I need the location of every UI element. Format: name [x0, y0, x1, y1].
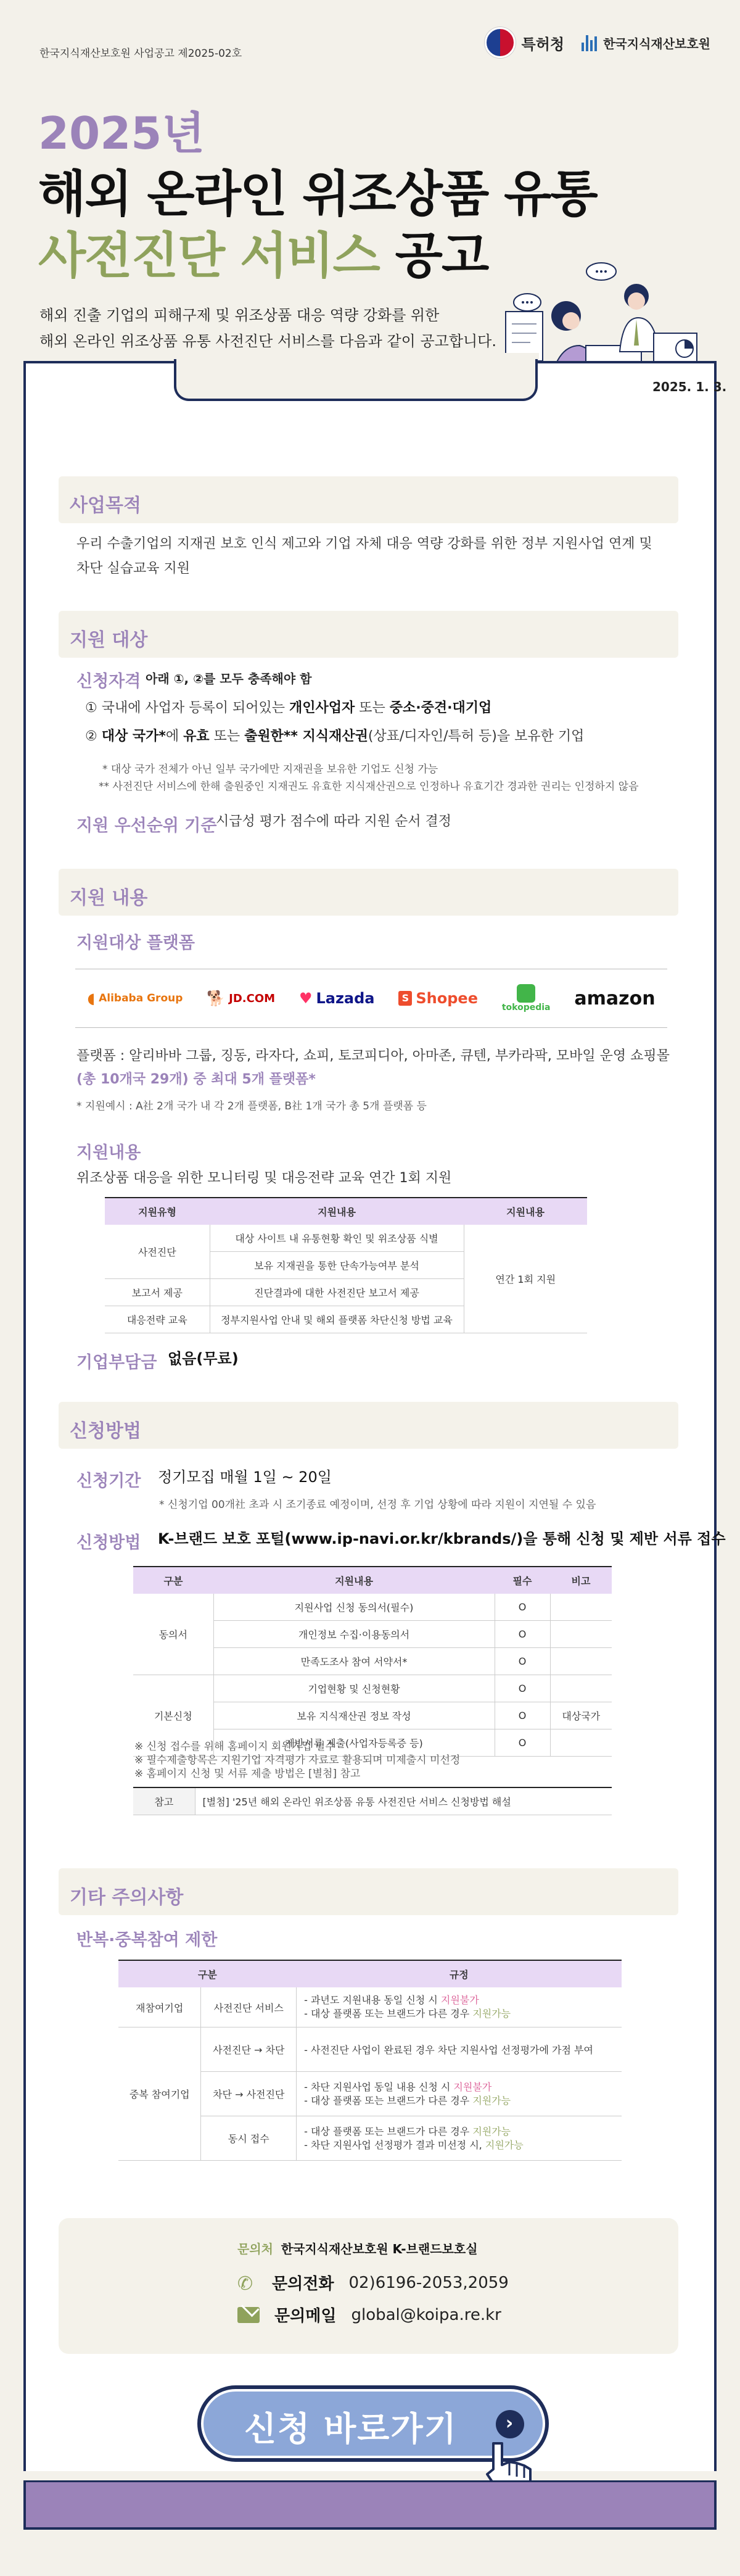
platform-count: (총 10개국 29개) 중 최대 5개 플랫폼*: [76, 1072, 316, 1087]
phone-icon: ✆: [237, 2272, 253, 2295]
platform-footnote: * 지원예시 : A社 2개 국가 내 각 2개 플랫폼, B社 1개 국가 총 5개 플랫폼 등: [76, 1100, 427, 1112]
priority-title: 지원 우선순위 기준: [76, 816, 217, 835]
contact-box: [59, 2218, 678, 2354]
purpose-text: 우리 수출기업의 지재권 보호 인식 제고와 기업 자체 대응 역량 강화를 위한 정부 지원사업 연계 및 차단 실습교육 지원: [76, 536, 652, 576]
restriction-table: 구분 규정 재참여기업 사전진단 서비스 - 과년도 지원내용 동일 신청 시 지원불가 - 대상 플랫폼 또는 브랜드가 다른 경우 지원가능 중복 참여기업 사전진단 → 차단 - 사전진단 사업이 완료된 경우 차단 지원사업 선정평가에 가점 부여 차단 → 사전진단 - 차단 지원사업 동일 내용 신청 시 지원불가 - 대상 플랫폼 또는 브랜드가 다른 경우 지원가능 동시 접수 - 대상 플랫폼 또는 브랜드가 다른 경우 지원가능 - 차단 지원사업 선정평가 결과 미선정 시, 지원가능: [118, 1960, 622, 2161]
mail-icon: [237, 2307, 260, 2323]
alibaba-logo: ◖ Alibaba Group: [87, 990, 183, 1007]
content-line: 위조상품 대응을 위한 모니터링 및 대응전략 교육 연간 1회 지원: [76, 1170, 452, 1186]
section-purpose-heading: 사업목적: [59, 476, 678, 523]
section-apply-heading: 신청방법: [59, 1402, 678, 1449]
platform-line: 플랫폼 : 알리바바 그룹, 징동, 라자다, 쇼피, 토코피디아, 아마존, 큐텐, 부카라팍, 모바일 운영 쇼핑몰: [76, 1048, 670, 1064]
paper-tab-notch: [174, 358, 538, 401]
kipo-logo: 특허청: [485, 27, 565, 58]
notice-number: 한국지식재산보호원 사업공고 제2025-02호: [39, 48, 242, 60]
jd-dog-icon: 🐕: [207, 990, 226, 1007]
tokopedia-owl-icon: [517, 984, 535, 1003]
org-logos: [485, 27, 710, 58]
table-row: 재참여기업: [118, 1987, 201, 2027]
qualification-title: 신청자격: [76, 672, 141, 691]
shopee-bag-icon: S: [398, 991, 412, 1006]
application-table: 구분 지원내용 필수 비고 동의서 지원사업 신청 동의서(필수) O 개인정보 수집·이용동의서 O 만족도조사 참여 서약서* O 기본신청 기업현황 및 신청현황 O 보유 지식재산권 정보 작성 O 대상국가 제반서류 제출(사업자등록증 등) O: [133, 1566, 612, 1757]
table-row: 동의서: [133, 1594, 213, 1675]
qualification-note: 아래 ①, ②를 모두 충족해야 함: [146, 671, 312, 686]
footnote-1: * 대상 국가 전체가 아닌 일부 국가에만 지재권을 보유한 기업도 신청 가능: [102, 763, 438, 776]
amazon-logo: amazon: [574, 987, 656, 1009]
criterion-1: ① 국내에 사업자 등록이 되어있는 개인사업자 또는 중소·중견·대기업: [85, 700, 492, 716]
footnote-2: ** 사전진단 서비스에 한해 출원중인 지재권도 유효한 지식재산권으로 인정하나 유효기간 경과한 권리는 인정하지 않음: [99, 781, 639, 793]
contact-mail[interactable]: 문의메일 global@koipa.re.kr: [237, 2303, 501, 2326]
burden-text: 없음(무료): [168, 1350, 239, 1367]
jd-logo: 🐕 JD.COM: [207, 990, 276, 1007]
koipa-logo: 한국지식재산보호원: [582, 34, 710, 52]
table-row: 기본신청: [133, 1675, 213, 1757]
section-target-heading: 지원 대상: [59, 611, 678, 658]
apply-button[interactable]: 신청 바로가기 ›: [201, 2389, 545, 2458]
support-table: 지원유형 지원내용 지원내용 사전진단 대상 사이트 내 유통현황 확인 및 위조상품 식별 연간 1회 지원 보유 지재권을 통한 단속가능여부 분석 보고서 제공 진단결과에 대한 사전진단 보고서 제공 대응전략 교육 정부지원사업 안내 및 해외 플랫폼 차단신청 방법 교육: [105, 1197, 587, 1333]
taegeuk-icon: [485, 27, 516, 58]
shopee-logo: S Shopee: [398, 990, 478, 1007]
period-title: 신청기간: [76, 1472, 141, 1491]
chevron-right-icon: ›: [496, 2410, 524, 2438]
section-notes-heading: 기타 주의사항: [59, 1868, 678, 1915]
contact-phone[interactable]: ✆ 문의전화 02)6196-2053,2059: [237, 2272, 509, 2295]
title-line-3: 사전진단 서비스 공고: [38, 227, 488, 284]
table-row: 보고서 제공: [105, 1279, 210, 1306]
period-text: 정기모집 매월 1일 ~ 20일: [158, 1468, 332, 1486]
table-row: 대응전략 교육: [105, 1306, 210, 1333]
application-notes: ※ 신청 접수를 위해 홈페이지 회원가입 필수 ※ 필수제출항목은 지원기업 자격평가 자료로 활용되며 미제출시 미선정 ※ 홈페이지 신청 및 서류 제출 방법은 [별첨] 참고: [134, 1741, 461, 1780]
method-text: K-브랜드 보호 포털(www.ip-navi.or.kr/kbrands/)을 통해 신청 및 제반 서류 접수: [158, 1530, 726, 1547]
platform-logos: [75, 969, 667, 1028]
table-row: 사전진단: [105, 1225, 210, 1279]
tokopedia-logo: tokopedia: [502, 984, 551, 1013]
method-title: 신청방법: [76, 1533, 141, 1552]
lazada-logo: ♥ Lazada: [298, 990, 375, 1007]
table-row: 중복 참여기업: [118, 2027, 201, 2161]
notice-date: 2025. 1. 3.: [652, 379, 727, 394]
content-title: 지원내용: [76, 1143, 141, 1162]
platform-title: 지원대상 플랫폼: [76, 934, 195, 953]
bars-icon: [582, 34, 597, 51]
criterion-2: ② 대상 국가*에 유효 또는 출원한** 지식재산권(상표/디자인/특허 등)을 보유한 기업: [85, 729, 585, 744]
title-year: 2025년: [38, 107, 205, 159]
contact-org: 문의처 한국지식재산보호원 K-브랜드보호실: [237, 2242, 478, 2256]
header-bar: [0, 0, 740, 99]
reference-table: 참고 [별첨] '25년 해외 온라인 위조상품 유통 사전진단 서비스 신청방법 해설: [133, 1787, 612, 1815]
burden-title: 기업부담금: [76, 1353, 157, 1372]
bottom-base: [0, 2530, 740, 2576]
intro-text: 해외 진출 기업의 피해구제 및 위조상품 대응 역량 강화를 위한 해외 온라인 위조상품 유통 사전진단 서비스를 다음과 같이 공고합니다.: [39, 307, 496, 350]
alibaba-icon: ◖: [87, 990, 96, 1007]
priority-text: 시급성 평가 점수에 따라 지원 순서 결정: [216, 814, 451, 829]
section-content-heading: 지원 내용: [59, 869, 678, 916]
bottom-band: [23, 2480, 717, 2530]
lazada-heart-icon: ♥: [298, 990, 313, 1007]
title-line-2: 해외 온라인 위조상품 유통: [38, 165, 597, 223]
period-footnote: * 신청기업 00개社 초과 시 조기종료 예정이며, 선정 후 기업 상황에 따라 지원이 지연될 수 있음: [159, 1499, 596, 1511]
restriction-title: 반복·중복참여 제한: [76, 1931, 218, 1950]
